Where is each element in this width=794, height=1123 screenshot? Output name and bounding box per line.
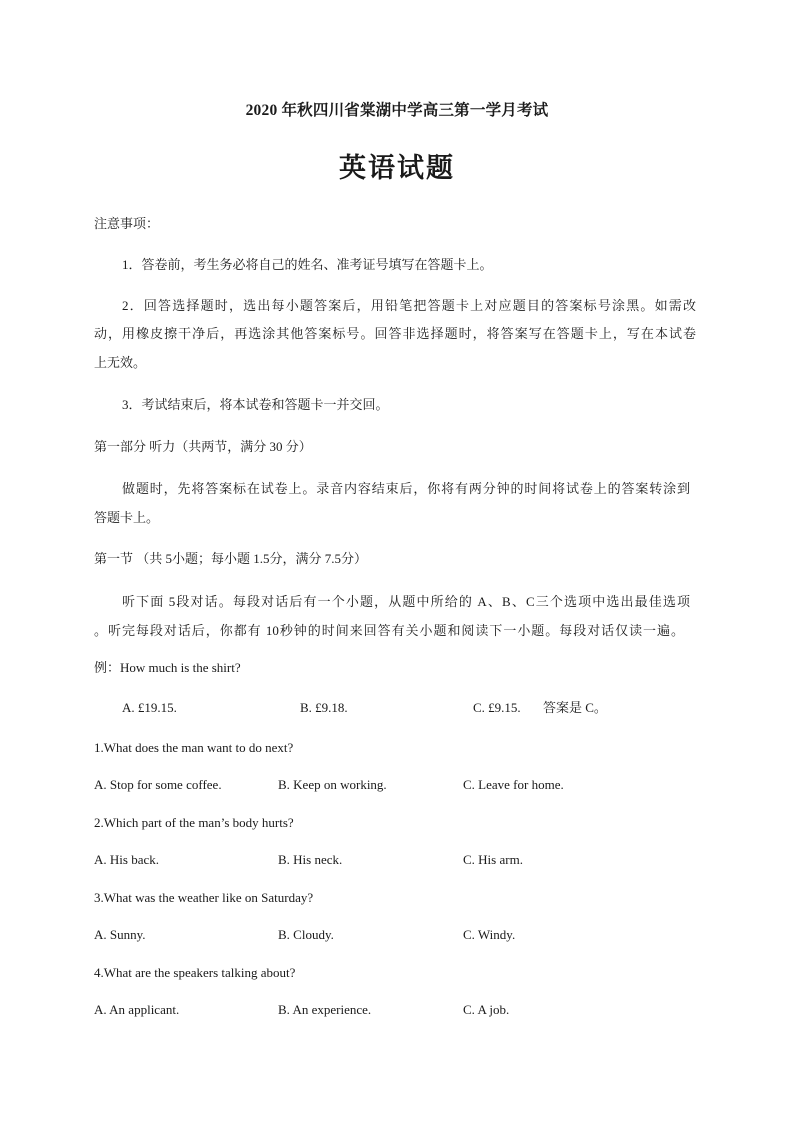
question-1-option-c: C. Leave for home. [463, 777, 564, 792]
example-question: 例：How much is the shirt? [94, 660, 241, 675]
question-2-option-a: A. His back. [94, 852, 159, 867]
part1-instructions-line-1: 做题时，先将答案标在试卷上。录音内容结束后，你将有两分钟的时间将试卷上的答案转涂到 [122, 481, 690, 496]
example-option-b: B. £9.18. [300, 700, 348, 715]
example-option-c: C. £9.15. [473, 700, 521, 715]
question-4-option-a: A. An applicant. [94, 1002, 180, 1017]
question-3: 3.What was the weather like on Saturday? [94, 890, 314, 905]
question-3-option-c: C. Windy. [463, 927, 516, 942]
notice-item-2-line-3: 上无效。 [94, 355, 147, 370]
notice-item-2-line-2: 动，用橡皮擦干净后，再选涂其他答案标号。回答非选择题时，将答案写在答题卡上，写在本试卷 [94, 326, 696, 341]
example-option-a: A. £19.15. [122, 700, 177, 715]
part1-instructions-line-2: 答题卡上。 [94, 510, 160, 525]
question-1-option-b: B. Keep on working. [278, 777, 387, 792]
question-1: 1.What does the man want to do next? [94, 740, 294, 755]
subject-title: 英语试题 [339, 153, 455, 183]
notice-heading: 注意事项： [94, 216, 160, 231]
question-2-option-c: C. His arm. [463, 852, 523, 867]
notice-item-1: 1．答卷前，考生务必将自己的姓名、准考证号填写在答题卡上。 [122, 257, 493, 272]
question-1-option-a: A. Stop for some coffee. [94, 777, 222, 792]
example-answer: 答案是 C。 [543, 700, 607, 715]
question-3-option-b: B. Cloudy. [278, 927, 334, 942]
exam-title: 2020 年秋四川省棠湖中学高三第一学月考试 [245, 102, 549, 119]
notice-item-2-line-1: 2．回答选择题时，选出每小题答案后，用铅笔把答题卡上对应题目的答案标号涂黑。如需改 [122, 298, 696, 313]
question-2: 2.Which part of the man’s body hurts? [94, 815, 294, 830]
notice-item-3: 3．考试结束后，将本试卷和答题卡一并交回。 [122, 397, 389, 412]
part1-heading: 第一部分 听力（共两节，满分 30 分） [94, 439, 312, 454]
question-4: 4.What are the speakers talking about? [94, 965, 296, 980]
section1-instructions-line-2: 。听完每段对话后，你都有 10秒钟的时间来回答有关小题和阅读下一小题。每段对话仅读一遍。 [94, 623, 684, 638]
section1-instructions-line-1: 听下面 5段对话。每段对话后有一个小题，从题中所给的 A、B、C三个选项中选出最佳选项 [122, 594, 690, 609]
question-4-option-b: B. An experience. [278, 1002, 372, 1017]
question-4-option-c: C. A job. [463, 1002, 510, 1017]
question-2-option-b: B. His neck. [278, 852, 343, 867]
question-3-option-a: A. Sunny. [94, 927, 146, 942]
section1-heading: 第一节 （共 5小题；每小题 1.5分，满分 7.5分） [94, 551, 368, 566]
